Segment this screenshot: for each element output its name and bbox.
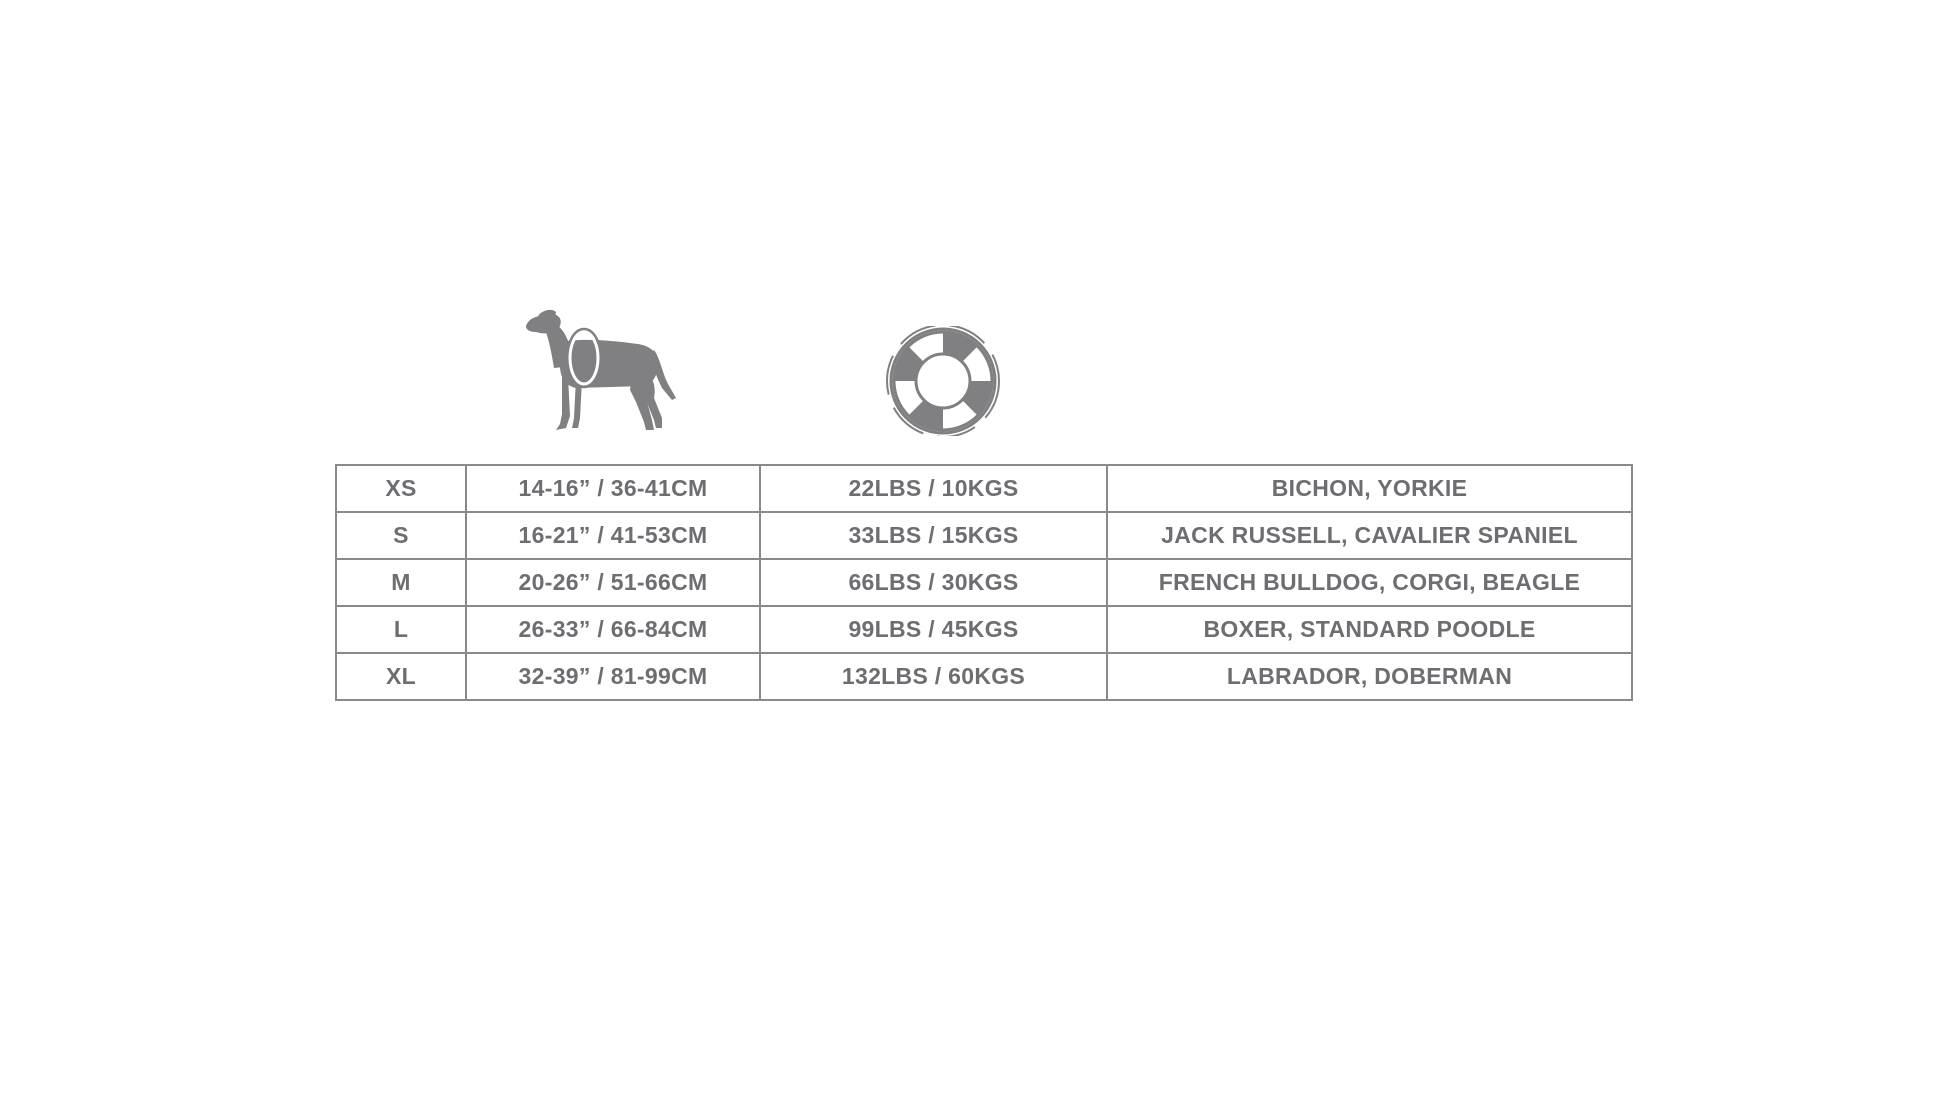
size-chart-table [335,464,1633,701]
table-row [336,465,1632,512]
weight-cell: 33LBS / 15KGS [760,512,1107,559]
breeds-cell: BOXER, STANDARD POODLE [1107,606,1632,653]
weight-cell: 99LBS / 45KGS [760,606,1107,653]
breeds-cell: BICHON, YORKIE [1107,465,1632,512]
breeds-cell: FRENCH BULLDOG, CORGI, BEAGLE [1107,559,1632,606]
size-cell: M [336,559,466,606]
breeds-cell: LABRADOR, DOBERMAN [1107,653,1632,700]
size-cell: S [336,512,466,559]
girth-cell: 20-26” / 51-66CM [466,559,760,606]
breeds-cell: JACK RUSSELL, CAVALIER SPANIEL [1107,512,1632,559]
girth-cell: 16-21” / 41-53CM [466,512,760,559]
table-row [336,512,1632,559]
table-row [336,606,1632,653]
weight-cell: 22LBS / 10KGS [760,465,1107,512]
table-row [336,653,1632,700]
dog-harness-icon [520,306,680,436]
size-cell: XS [336,465,466,512]
life-ring-icon [886,326,1000,436]
weight-cell: 132LBS / 60KGS [760,653,1107,700]
girth-cell: 26-33” / 66-84CM [466,606,760,653]
size-cell: XL [336,653,466,700]
weight-cell: 66LBS / 30KGS [760,559,1107,606]
girth-cell: 14-16” / 36-41CM [466,465,760,512]
girth-cell: 32-39” / 81-99CM [466,653,760,700]
size-cell: L [336,606,466,653]
table-row [336,559,1632,606]
